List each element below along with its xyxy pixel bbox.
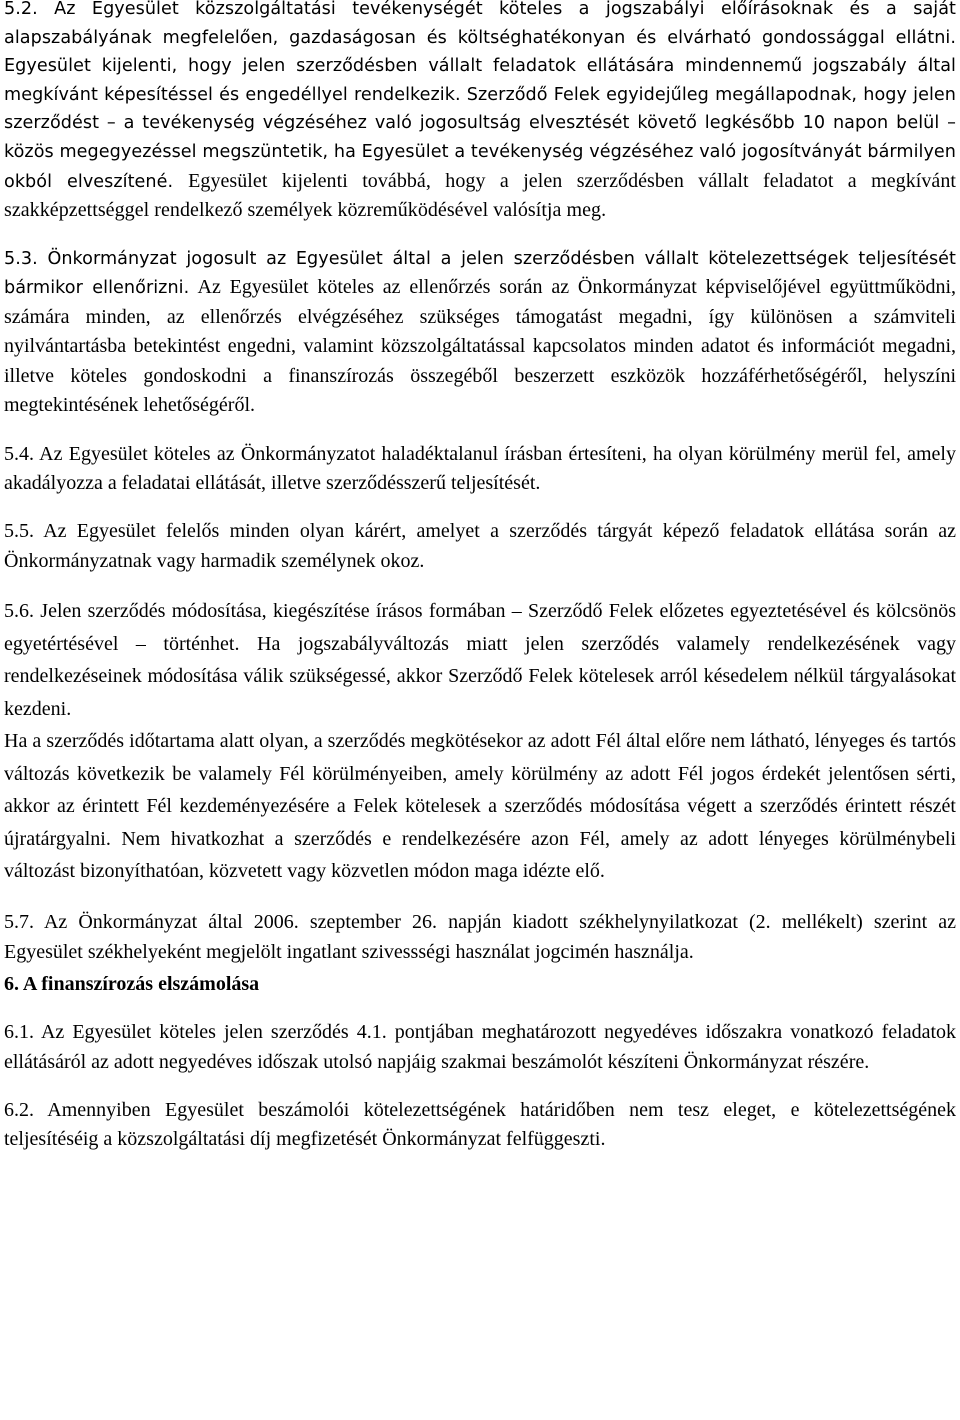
section-5-2 — [4, 0, 956, 226]
section-5-6-continued — [4, 725, 956, 888]
spacer — [4, 421, 956, 440]
sentence: Ha a szerződés időtartama alatt olyan, a szerződés megkötésekor az adott Fél által előre nem látható, lényeges és tartós változás következik be valamely Fél körülményeiben, amely körülmény az adott Fél jogos érdekét jelentősen sérti, akkor az érintett Fél kezdeményezésére a Felek kötelesek a szerződés módosítása végett a szerződés érintett részét újratárgyalni. — [4, 730, 956, 850]
sentence: Egyesület kijelenti továbbá, hogy a jelen szerződésben vállalt feladatot a megkívánt szakképzettséggel rendelkező személyek közreműködésével valósítja meg. — [4, 169, 956, 222]
spacer — [4, 999, 956, 1018]
spacer — [4, 1077, 956, 1096]
sentence: 5.2. Az Egyesület közszolgáltatási tevékenységét köteles a jogszabályi előírásoknak és a saját alapszabályának megfelelően, gazdaságosan és költséghatékonyan és elvárható gondossággal ellátni. Egyesület kijelenti, hogy jelen szerződésben vállalt feladatok ellátására mindennemű jogszabály által megkívánt képesítéssel és engedéllyel rendelkezik. Szerződő Felek egyidejűleg megállapodnak, hogy jelen szerződést – a tevékenység végzéséhez való jogosultság elvesztését követő legkésőbb 10 napon belül – közös megegyezéssel megszüntetik, ha Egyesület a tevékenység végzéséhez való jogosítványát bármilyen okból elveszítené. — [4, 0, 956, 192]
section-6-1: 6.1. Az Egyesület köteles jelen szerződés 4.1. pontjában meghatározott negyedéves időszakra vonatkozó feladatok ellátásáról az adott negyedéves időszak utolsó napjáig szakmai beszámolót készíteni Önkormányzat részére. — [4, 1021, 956, 1073]
sentence: Az Egyesület köteles az ellenőrzés során az Önkormányzat képviselőjével együttműködni, számára minden, az ellenőrzés elvégzéséhez szükséges támogatást megadni, így különösen a számviteli nyilvántartásba betekintést engedni, valamint közszolgáltatással kapcsolatos minden adatot és információt megadni, illetve köteles gondoskodni a finanszírozás összegéből beszerzett eszközök hozzáférhetőségéről, helyszíni megtekintésének lehetőségéről. — [4, 276, 956, 417]
spacer — [4, 888, 956, 907]
sentence: 5.6. Jelen szerződés módosítása, kiegészítése írásos formában – Szerződő Felek előzetes egyeztetésével és kölcsönös egyetértésével – történhet. — [4, 600, 956, 655]
section-6-heading: 6. A finanszírozás elszámolása — [4, 972, 260, 995]
sentence: Ha jogszabályváltozás miatt jelen szerződés valamely rendelkezésének vagy rendelkezéseinek módosítása válik szükségessé, akkor Szerződő Felek kötelesek arról késedelem nélkül tárgyalásokat kezdeni. — [4, 632, 956, 720]
section-5-3 — [4, 245, 956, 421]
section-6-2: 6.2. Amennyiben Egyesület beszámolói kötelezettségének határidőben nem tesz eleget, e kötelezettségének teljesítéséig a közszolgáltatási díj megfizetését Önkormányzat felfüggeszti. — [4, 1098, 956, 1151]
spacer — [4, 498, 956, 517]
spacer — [4, 576, 956, 595]
sentence: Nem hivatkozhat a szerződés e rendelkezésére azon Fél, amely az adott lényeges körülménybeli változást bizonyíthatóan, közvetett vagy közvetlen módon maga idézte elő. — [4, 827, 957, 883]
sentence: 5.3. Önkormányzat jogosult az Egyesület által a jelen szerződésben vállalt kötelezettségek teljesítését bármikor ellenőrizni. — [4, 248, 956, 299]
section-5-4: 5.4. Az Egyesület köteles az Önkormányzatot haladéktalanul írásban értesíteni, ha olyan körülmény merül fel, amely akadályozza a feladatai ellátását, illetve szerződésszerű teljesítését. — [4, 442, 956, 494]
section-5-5: 5.5. Az Egyesület felelős minden olyan kárért, amelyet a szerződés tárgyát képező feladatok ellátása során az Önkormányzatnak vagy harmadik személynek okoz. — [4, 520, 956, 572]
section-5-7: 5.7. Az Önkormányzat által 2006. szeptember 26. napján kiadott székhelynyilatkozat (2. mellékelt) szerint az Egyesület székhelyeként megjelölt ingatlant szivessségi használat jogcimén használja. — [4, 910, 956, 964]
spacer — [4, 226, 956, 245]
section-5-6 — [4, 595, 956, 725]
